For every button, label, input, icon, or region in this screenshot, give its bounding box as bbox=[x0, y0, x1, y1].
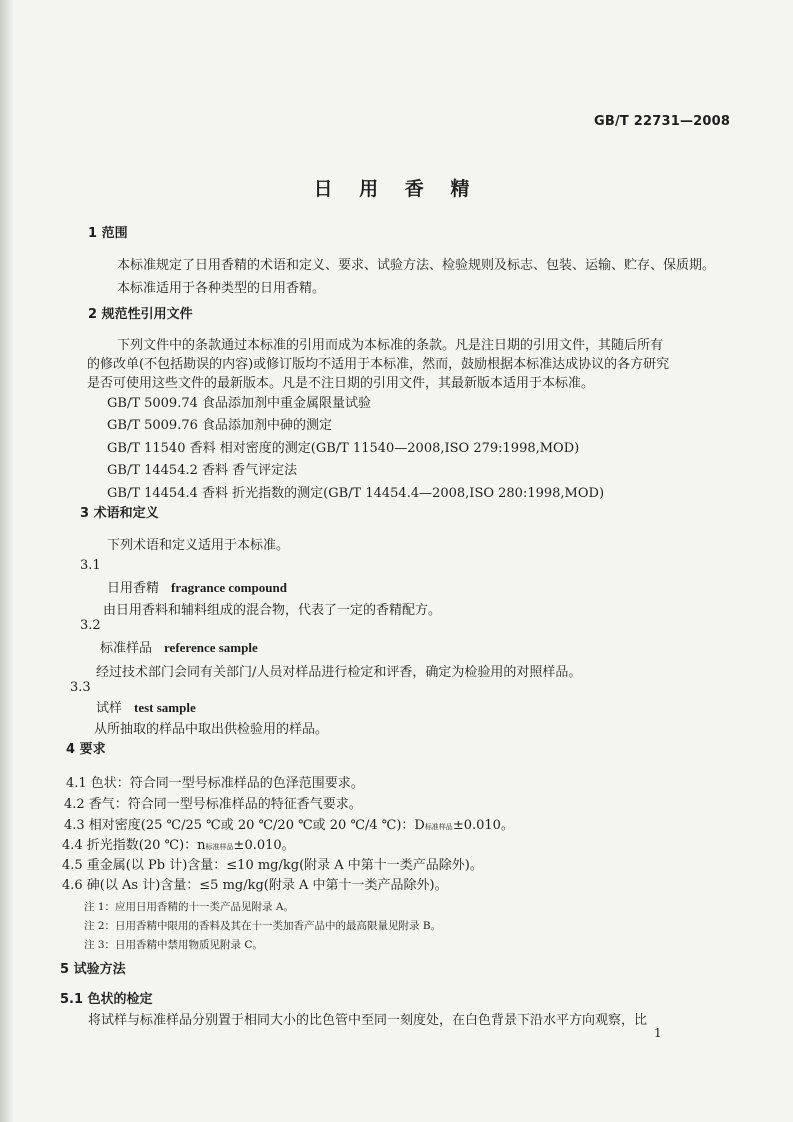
req-4-3-text: 4.3 相对密度(25 ℃/25 ℃或 20 ℃/20 ℃或 20 ℃/4 ℃)：D bbox=[64, 818, 425, 833]
term-3-2-number: 3.2 bbox=[80, 618, 101, 633]
term-3-3-definition: 从所抽取的样品中取出供检验用的样品。 bbox=[94, 722, 329, 737]
term-3-2-cn: 标准样品 bbox=[100, 641, 153, 656]
term-3-1-en: fragrance compound bbox=[171, 580, 287, 595]
term-3-2-en: reference sample bbox=[164, 640, 258, 655]
section-4-heading: 4 要求 bbox=[66, 742, 106, 757]
document-title: 日 用 香 精 bbox=[313, 178, 480, 200]
section-1-heading: 1 范围 bbox=[88, 226, 128, 241]
term-3-1-name bbox=[107, 580, 287, 597]
scope-paragraph-2: 本标准适用于各种类型的日用香精。 bbox=[117, 281, 326, 296]
scope-paragraph-1: 本标准规定了日用香精的术语和定义、要求、试验方法、检验规则及标志、包装、运输、贮存、保质期。 bbox=[117, 258, 716, 273]
ref-item: GB/T 11540 香料 相对密度的测定(GB/T 11540—2008,ISO 279:1998,MOD) bbox=[107, 441, 580, 456]
req-4-4-subscript: 标准样品 bbox=[205, 843, 234, 851]
requirement-4-3 bbox=[64, 818, 514, 835]
requirement-4-6: 4.6 砷(以 As 计)含量：≤5 mg/kg(附录 A 中第十一类产品除外)。 bbox=[62, 878, 448, 893]
ref-item: GB/T 14454.4 香料 折光指数的测定(GB/T 14454.4—2008,ISO 280:1998,MOD) bbox=[107, 486, 605, 501]
section-5-1-heading: 5.1 色状的检定 bbox=[60, 992, 153, 1007]
req-4-3-subscript: 标准样品 bbox=[424, 823, 453, 831]
ref-intro-line-2: 的修改单(不包括勘误的内容)或修订版均不适用于本标准，然而，鼓励根据本标准达成协议的各方研究 bbox=[87, 357, 670, 372]
term-3-1-number: 3.1 bbox=[80, 558, 101, 573]
term-3-3-cn: 试样 bbox=[96, 701, 123, 716]
note-1: 注 1：应用日用香精的十一类产品见附录 A。 bbox=[84, 901, 294, 913]
term-3-1-cn: 日用香精 bbox=[107, 581, 160, 596]
page-number: 1 bbox=[654, 1026, 662, 1040]
scan-edge-shadow bbox=[0, 0, 14, 1122]
ref-intro-line-1: 下列文件中的条款通过本标准的引用而成为本标准的条款。凡是注日期的引用文件，其随后所有 bbox=[117, 338, 664, 353]
term-3-2-name bbox=[100, 640, 258, 657]
requirement-4-4 bbox=[62, 838, 295, 855]
section-5-1-paragraph: 将试样与标准样品分别置于相同大小的比色管中至同一刻度处，在白色背景下沿水平方向观察，比 bbox=[88, 1013, 648, 1028]
term-3-1-definition: 由日用香料和辅料组成的混合物，代表了一定的香精配方。 bbox=[103, 603, 442, 618]
ref-intro-line-3: 是否可使用这些文件的最新版本。凡是不注日期的引用文件，其最新版本适用于本标准。 bbox=[87, 376, 595, 391]
term-3-3-name bbox=[96, 700, 196, 717]
term-3-3-en: test sample bbox=[134, 700, 196, 715]
section-5-heading: 5 试验方法 bbox=[60, 962, 126, 977]
ref-item: GB/T 5009.76 食品添加剂中砷的测定 bbox=[107, 418, 333, 433]
note-2: 注 2：日用香精中限用的香料及其在十一类加香产品中的最高限量见附录 B。 bbox=[84, 920, 442, 932]
ref-item: GB/T 5009.74 食品添加剂中重金属限量试验 bbox=[107, 396, 372, 411]
requirement-4-5: 4.5 重金属(以 Pb 计)含量：≤10 mg/kg(附录 A 中第十一类产品除外)。 bbox=[62, 858, 483, 873]
requirement-4-1: 4.1 色状：符合同一型号标准样品的色泽范围要求。 bbox=[66, 776, 364, 791]
req-4-3-tolerance: ±0.010。 bbox=[452, 818, 514, 833]
section-2-heading: 2 规范性引用文件 bbox=[88, 307, 193, 322]
ref-item: GB/T 14454.2 香料 香气评定法 bbox=[107, 463, 298, 478]
terms-intro: 下列术语和定义适用于本标准。 bbox=[107, 538, 290, 553]
standard-code: GB/T 22731—2008 bbox=[594, 114, 731, 129]
requirement-4-2: 4.2 香气：符合同一型号标准样品的特征香气要求。 bbox=[64, 797, 362, 812]
term-3-2-definition: 经过技术部门会同有关部门/人员对样品进行检定和评香，确定为检验用的对照样品。 bbox=[96, 665, 582, 680]
req-4-4-text: 4.4 折光指数(20 ℃)：n bbox=[62, 838, 206, 853]
req-4-4-tolerance: ±0.010。 bbox=[233, 838, 295, 853]
note-3: 注 3：日用香精中禁用物质见附录 C。 bbox=[84, 939, 263, 951]
term-3-3-number: 3.3 bbox=[70, 680, 91, 695]
section-3-heading: 3 术语和定义 bbox=[80, 506, 159, 521]
